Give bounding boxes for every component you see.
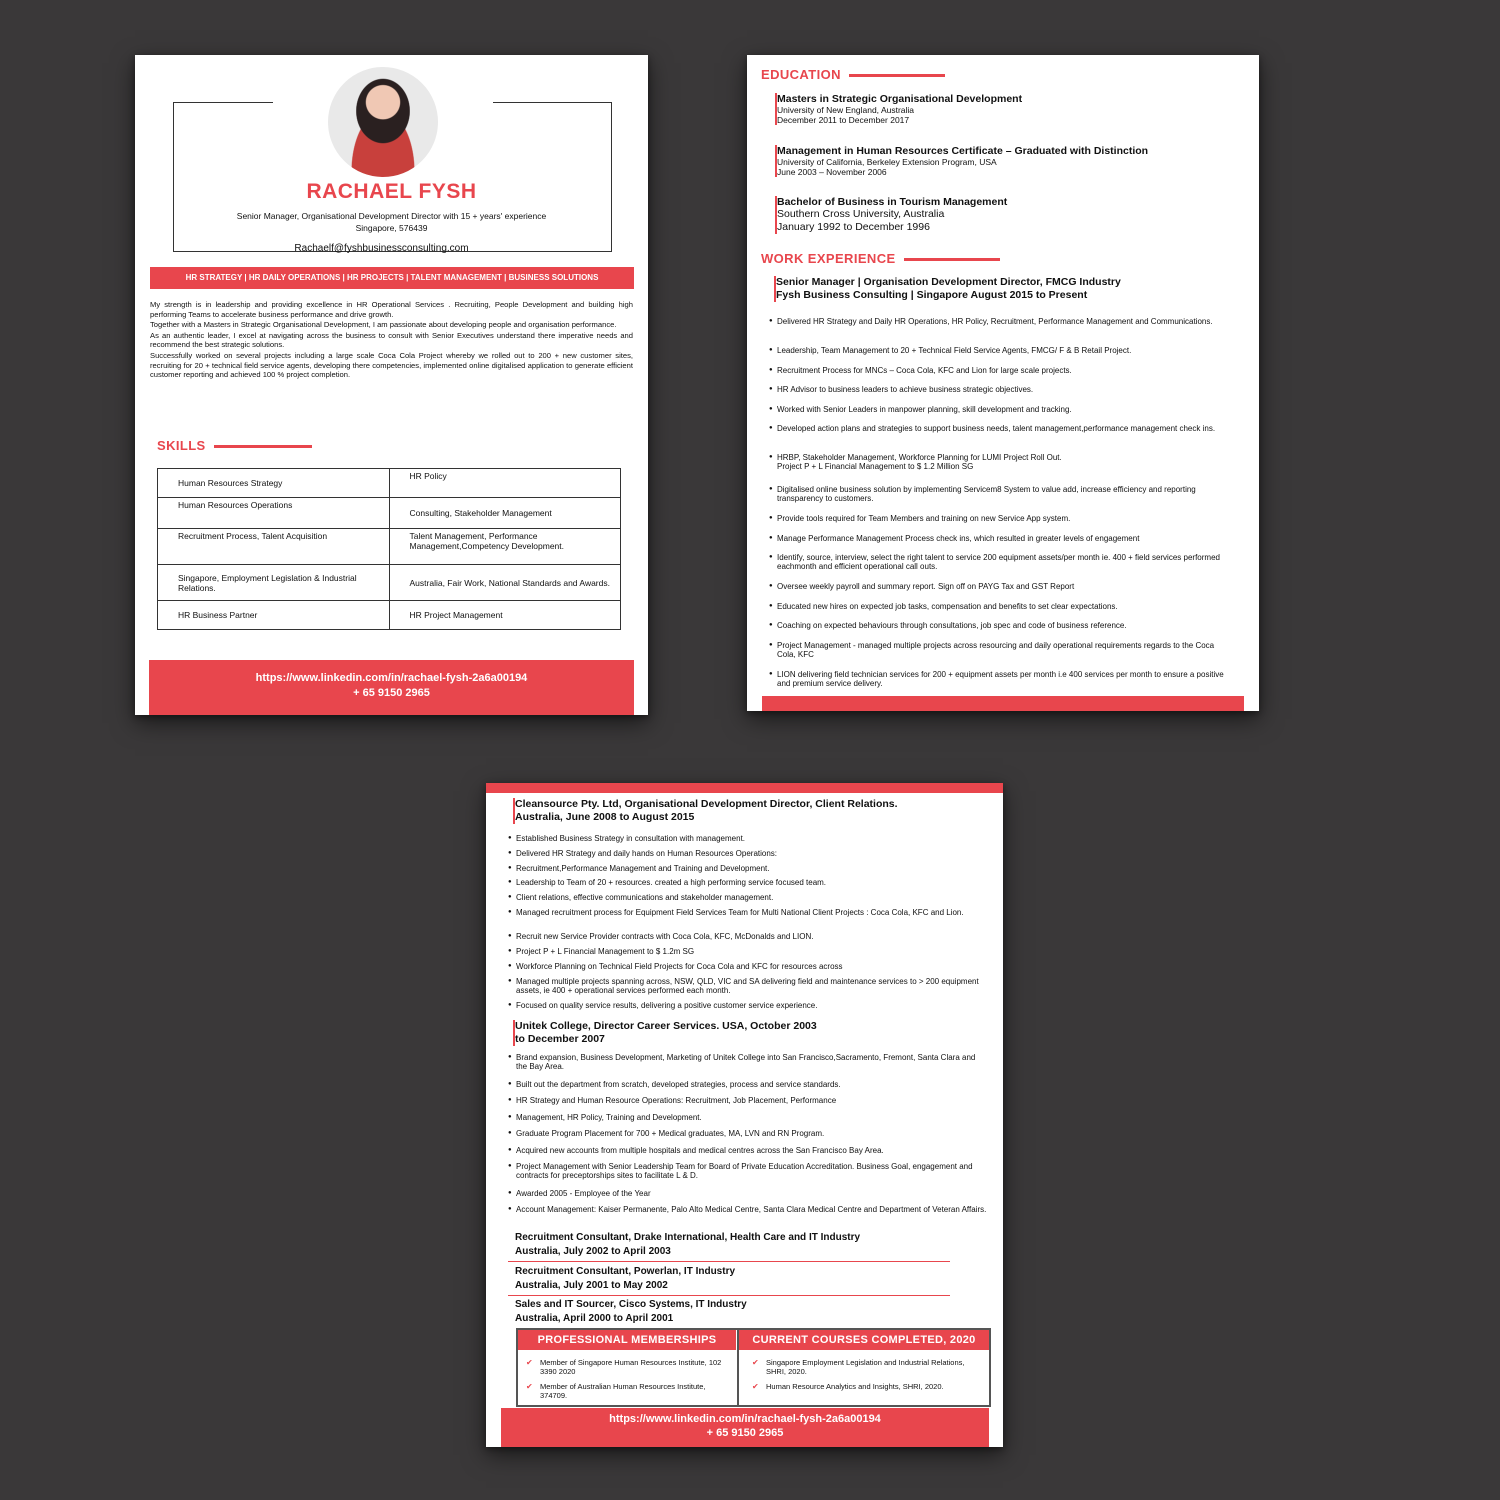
list-item: ● Workforce Planning on Technical Field Projects for Coca Cola and KFC for resources across bbox=[508, 962, 988, 977]
page-header-bar bbox=[486, 783, 1003, 793]
courses-list bbox=[750, 1358, 980, 1397]
list-item: ● Oversee weekly payroll and summary report. Sign off on PAYG Tax and GST Report bbox=[769, 582, 1229, 602]
list-item: ● Recruitment Process for MNCs – Coca Cola, KFC and Lion for large scale projects. bbox=[769, 366, 1229, 386]
list-item: ● Coaching on expected behaviours through consultations, job spec and code of business reference. bbox=[769, 621, 1229, 641]
education-item: Bachelor of Business in Tourism Management Southern Cross University, Australia January 1992 to December 1996 bbox=[777, 196, 1008, 233]
list-item: ● Educated new hires on expected job tasks, compensation and benefits to set clear expectations. bbox=[769, 602, 1229, 622]
list-item: ● Managed multiple projects spanning across, NSW, QLD, VIC and SA delivering field and maintenance services to > 200 equipment assets, ie 400 + operational services performed each month. bbox=[508, 977, 988, 1002]
list-item: ● Delivered HR Strategy and Daily HR Operations, HR Policy, Recruitment, Performance Management and Communications. bbox=[769, 317, 1229, 346]
education-item: Masters in Strategic Organisational Development University of New England, Australia December 2011 to December 2017 bbox=[777, 93, 1023, 125]
job-bullets bbox=[769, 317, 1229, 699]
phone-number: + 65 9150 2965 bbox=[706, 1427, 784, 1439]
list-item: ✔ Human Resource Analytics and Insights, SHRI, 2020. bbox=[752, 1382, 944, 1391]
list-item: ● Identify, source, interview, select the right talent to service 200 equipment assets/per month ie. 400 + field services performed eachmonth and efficient operational call outs. bbox=[769, 553, 1229, 582]
list-item: ● Leadership, Team Management to 20 + Technical Field Service Agents, FMCG/ F & B Retail Project. bbox=[769, 346, 1229, 366]
contact-footer bbox=[149, 660, 634, 715]
job-title: Senior Manager | Organisation Development Director, FMCG Industry Fysh Business Consulting | Singapore August 2015 to Present bbox=[776, 276, 1121, 301]
memberships-courses-box bbox=[516, 1328, 991, 1407]
list-item: ● Recruit new Service Provider contracts with Coca Cola, KFC, McDonalds and LION. bbox=[508, 932, 988, 947]
list-item: ✔ Member of Singapore Human Resources Institute, 102 3390 2020 bbox=[526, 1358, 722, 1376]
job-bullets bbox=[508, 834, 988, 1016]
list-item: ● Awarded 2005 - Employee of the Year bbox=[508, 1189, 988, 1206]
list-item: ● HR Strategy and Human Resource Operations: Recruitment, Job Placement, Performance bbox=[508, 1096, 988, 1113]
list-item: ● Delivered HR Strategy and daily hands on Human Resources Operations: bbox=[508, 849, 988, 864]
list-item: ✔ Singapore Employment Legislation and Industrial Relations, SHRI, 2020. bbox=[752, 1358, 965, 1376]
check-icon: ✔ bbox=[752, 1358, 759, 1367]
role-entry: Sales and IT Sourcer, Cisco Systems, IT Industry Australia, April 2000 to April 2001 bbox=[515, 1299, 747, 1324]
list-item: ● Acquired new accounts from multiple hospitals and medical centres across the San Francisco Bay Area. bbox=[508, 1146, 988, 1163]
list-item: ● Established Business Strategy in consultation with management. bbox=[508, 834, 988, 849]
list-item: ● Client relations, effective communications and stakeholder management. bbox=[508, 893, 988, 908]
role-entry: Recruitment Consultant, Drake International, Health Care and IT Industry Australia, July 2002 to April 2003 bbox=[515, 1232, 861, 1257]
contact-footer bbox=[501, 1408, 989, 1447]
check-icon: ✔ bbox=[526, 1382, 533, 1391]
resume-page-3 bbox=[486, 783, 1003, 1447]
job-title: Unitek College, Director Career Services. USA, October 2003 to December 2007 bbox=[515, 1020, 817, 1045]
skill-cell: HR Business Partner bbox=[158, 601, 390, 630]
education-item: Management in Human Resources Certificate – Graduated with Distinction University of California, Berkeley Extension Program, USA June 2003 – November 2006 bbox=[777, 145, 1149, 177]
profile-photo bbox=[326, 65, 440, 179]
phone-number: + 65 9150 2965 bbox=[353, 687, 430, 699]
list-item: ● Leadership to Team of 20 + resources. created a high performing service focused team. bbox=[508, 878, 988, 893]
list-item: ● Developed action plans and strategies to support business needs, talent management,performance management check ins. bbox=[769, 424, 1229, 453]
skill-cell: Recruitment Process, Talent Acquisition bbox=[158, 529, 390, 565]
list-item: ● HRBP, Stakeholder Management, Workforce Planning for LUMI Project Roll Out. Project P + L Financial Management to $ 1.2 Million SG bbox=[769, 453, 1229, 485]
profile-summary: My strength is in leadership and providing excellence in HR Operational Services . Recruiting, People Development and building high performing Teams to accelerate business performance and drive growth. Together with a Masters in Strategic Organisational Development, I am passionate about developing people and organisation performance. As an authentic leader, I excel at navigating across the business to consult with Senior Executives understand there imperative needs and recommend the best strategic solutions. Successfully worked on several projects including a large scale Coca Cola Project whereby we rolled out to 200 + new customer sites, recruiting for 20 + technical field service agents, developing there competencies, implemented online digitalised application to generate efficient customer reporting and achieved 100 % project completion. bbox=[150, 300, 633, 380]
memberships-heading: PROFESSIONAL MEMBERSHIPS bbox=[518, 1330, 736, 1350]
list-item: ● Account Management: Kaiser Permanente, Palo Alto Medical Centre, Santa Clara Medical Centre and Department of Veteran Affairs. bbox=[508, 1205, 988, 1232]
list-item: ● Managed recruitment process for Equipment Field Services Team for Multi National Client Projects : Coca Cola, KFC and Lion. bbox=[508, 908, 988, 933]
list-item: ● Project Management - managed multiple projects across resourcing and daily operational requirements regards to the Coca Cola, KFC bbox=[769, 641, 1229, 670]
check-icon: ✔ bbox=[526, 1358, 533, 1367]
skills-row bbox=[158, 469, 621, 498]
work-experience-heading: WORK EXPERIENCE bbox=[761, 251, 1000, 266]
skills-row bbox=[158, 565, 621, 601]
candidate-subtitle: Senior Manager, Organisational Development Director with 15 + years' experience Singapore, 576439 bbox=[236, 211, 547, 233]
job-title: Cleansource Pty. Ltd, Organisational Development Director, Client Relations. Australia, June 2008 to August 2015 bbox=[515, 798, 898, 823]
role-entry: Recruitment Consultant, Powerlan, IT Industry Australia, July 2001 to May 2002 bbox=[515, 1266, 736, 1291]
list-item: ● Digitalised online business solution by implementing Servicem8 System to value add, increase efficiency and reporting transparency to customers. bbox=[769, 485, 1229, 514]
skill-cell: Human Resources Strategy bbox=[158, 469, 390, 498]
resume-page-2 bbox=[747, 55, 1259, 711]
job-bullets bbox=[508, 1053, 988, 1232]
list-item: ✔ Member of Australian Human Resources Institute, 374709. bbox=[526, 1382, 706, 1400]
linkedin-link[interactable]: https://www.linkedin.com/in/rachael-fysh-2a6a00194 bbox=[255, 672, 528, 684]
list-item: ● LION delivering field technician services for 200 + equipment assets per month i.e 400 services per month to ensure a positive and premium service delivery. bbox=[769, 670, 1229, 699]
skill-cell: Human Resources Operations bbox=[158, 498, 390, 529]
list-item: ● Manage Performance Management Process check ins, which resulted in greater levels of engagement bbox=[769, 534, 1229, 554]
memberships-list bbox=[524, 1358, 729, 1406]
list-item: ● Worked with Senior Leaders in manpower planning, skill development and tracking. bbox=[769, 405, 1229, 425]
skill-cell: Singapore, Employment Legislation & Industrial Relations. bbox=[158, 565, 390, 601]
skills-row bbox=[158, 601, 621, 630]
skill-cell: HR Policy bbox=[389, 469, 621, 498]
list-item: ● Graduate Program Placement for 700 + Medical graduates, MA, LVN and RN Program. bbox=[508, 1129, 988, 1146]
list-item: ● HR Advisor to business leaders to achieve business strategic objectives. bbox=[769, 385, 1229, 405]
divider bbox=[508, 1261, 950, 1262]
check-icon: ✔ bbox=[752, 1382, 759, 1391]
skill-cell: Consulting, Stakeholder Management bbox=[389, 498, 621, 529]
list-item: ● Focused on quality service results, delivering a positive customer service experience. bbox=[508, 1001, 988, 1016]
skill-cell: HR Project Management bbox=[389, 601, 621, 630]
education-heading: EDUCATION bbox=[761, 67, 945, 82]
list-item: ● Management, HR Policy, Training and Development. bbox=[508, 1113, 988, 1130]
resume-page-1 bbox=[135, 55, 648, 715]
list-item: ● Built out the department from scratch, developed strategies, process and service standards. bbox=[508, 1080, 988, 1097]
skills-row bbox=[158, 498, 621, 529]
candidate-name: RACHAEL FYSH bbox=[306, 180, 477, 203]
page-footer-bar bbox=[762, 696, 1244, 711]
list-item: ● Project P + L Financial Management to $ 1.2m SG bbox=[508, 947, 988, 962]
expertise-banner: HR STRATEGY | HR DAILY OPERATIONS | HR PROJECTS | TALENT MANAGEMENT | BUSINESS SOLUTIONS bbox=[150, 267, 634, 289]
skill-cell: Talent Management, Performance Management,Competency Development. bbox=[389, 529, 621, 565]
list-item: ● Provide tools required for Team Members and training on new Service App system. bbox=[769, 514, 1229, 534]
skills-heading: SKILLS bbox=[157, 438, 312, 453]
courses-heading: CURRENT COURSES COMPLETED, 2020 bbox=[739, 1330, 989, 1350]
linkedin-link[interactable]: https://www.linkedin.com/in/rachael-fysh-2a6a00194 bbox=[609, 1413, 881, 1425]
email-address[interactable]: Rachaelf@fyshbusinessconsulting.com bbox=[294, 243, 469, 254]
divider bbox=[508, 1295, 950, 1296]
list-item: ● Recruitment,Performance Management and Training and Development. bbox=[508, 864, 988, 879]
skill-cell: Australia, Fair Work, National Standards and Awards. bbox=[389, 565, 621, 601]
list-item: ● Brand expansion, Business Development, Marketing of Unitek College into San Francisco,Sacramento, Fremont, Santa Clara and the Bay Area. bbox=[508, 1053, 988, 1080]
skills-table bbox=[157, 468, 621, 630]
skills-row bbox=[158, 529, 621, 565]
list-item: ● Project Management with Senior Leadership Team for Board of Private Education Accreditation. Business Goal, engagement and contracts for preceptorships sites to facilitate L & D. bbox=[508, 1162, 988, 1189]
